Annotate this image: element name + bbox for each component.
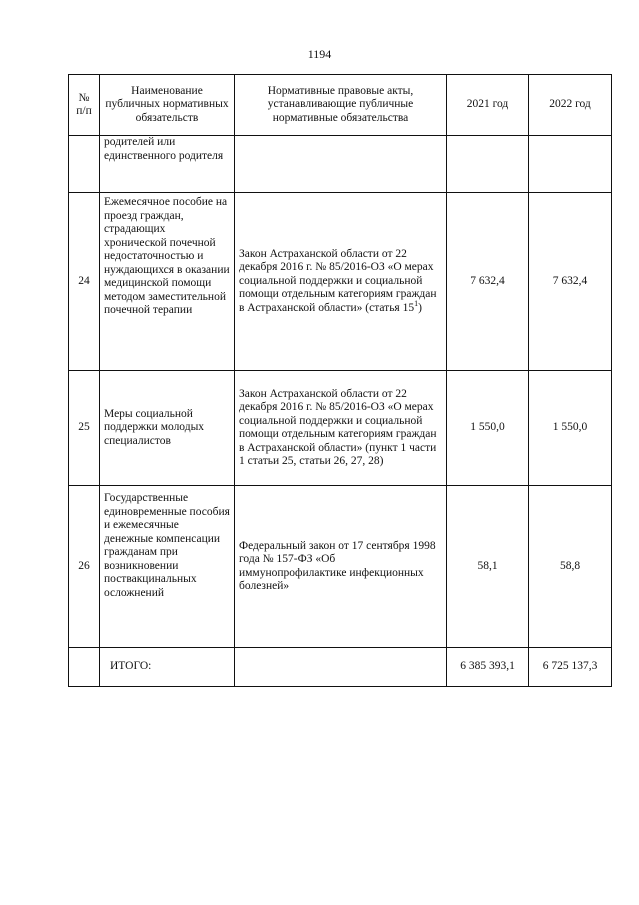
- obligation-name: Ежемесячное пособие на проезд граждан, страдающих хронической почечной недостаточностью и нуждающихся в оказании медицинской помощи методом заместительной почечной терапии: [100, 193, 235, 371]
- legal-act: [235, 648, 447, 687]
- header-name: Наименование публичных нормативных обязательств: [100, 75, 235, 136]
- value-2022: 58,8: [529, 486, 612, 648]
- legal-act: Федеральный закон от 17 сентября 1998 года № 157-ФЗ «Об иммунопрофилактике инфекционных болезней»: [235, 486, 447, 648]
- row-number: 26: [69, 486, 100, 648]
- value-2021: 58,1: [447, 486, 529, 648]
- value-2021: 7 632,4: [447, 193, 529, 371]
- obligation-name: Меры социальной поддержки молодых специалистов: [100, 371, 235, 486]
- value-2022: 7 632,4: [529, 193, 612, 371]
- obligation-name: Государственные единовременные пособия и ежемесячные денежные компенсации гражданам при возникновении поствакцинальных осложнений: [100, 486, 235, 648]
- table-row: [69, 486, 612, 648]
- obligation-name: родителей или единственного родителя: [100, 136, 235, 193]
- header-2021: 2021 год: [447, 75, 529, 136]
- legal-act: [235, 136, 447, 193]
- header-2022: 2022 год: [529, 75, 612, 136]
- table-row: [69, 136, 612, 193]
- legal-act-tail: ): [418, 301, 422, 314]
- total-2022: 6 725 137,3: [529, 648, 612, 687]
- row-number: [69, 648, 100, 687]
- value-2021: 1 550,0: [447, 371, 529, 486]
- legal-act: Закон Астраханской области от 22 декабря 2016 г. № 85/2016-ОЗ «О мерах социальной поддержки и социальной помощи отдельным категориям граждан в Астраханской области» (пункт 1 части 1 статьи 25, статьи 26, 27, 28): [235, 371, 447, 486]
- value-2022: [529, 136, 612, 193]
- header-acts: Нормативные правовые акты, устанавливающие публичные нормативные обязательства: [235, 75, 447, 136]
- value-2022: 1 550,0: [529, 371, 612, 486]
- header-num: № п/п: [69, 75, 100, 136]
- table-header-row: [69, 75, 612, 136]
- obligations-table: [68, 74, 612, 687]
- legal-act-superscript: 1: [414, 298, 419, 308]
- legal-act: [235, 193, 447, 371]
- total-2021: 6 385 393,1: [447, 648, 529, 687]
- row-number: 25: [69, 371, 100, 486]
- legal-act-text: Закон Астраханской области от 22 декабря 2016 г. № 85/2016-ОЗ «О мерах социальной поддержки и социальной помощи отдельным категориям граждан в Астраханской области» (статья 15: [239, 247, 437, 314]
- table-row: [69, 371, 612, 486]
- row-number: 24: [69, 193, 100, 371]
- total-row: [69, 648, 612, 687]
- page-number: 1194: [307, 47, 332, 61]
- row-number: [69, 136, 100, 193]
- total-label: ИТОГО:: [100, 648, 235, 687]
- value-2021: [447, 136, 529, 193]
- table-row: [69, 193, 612, 371]
